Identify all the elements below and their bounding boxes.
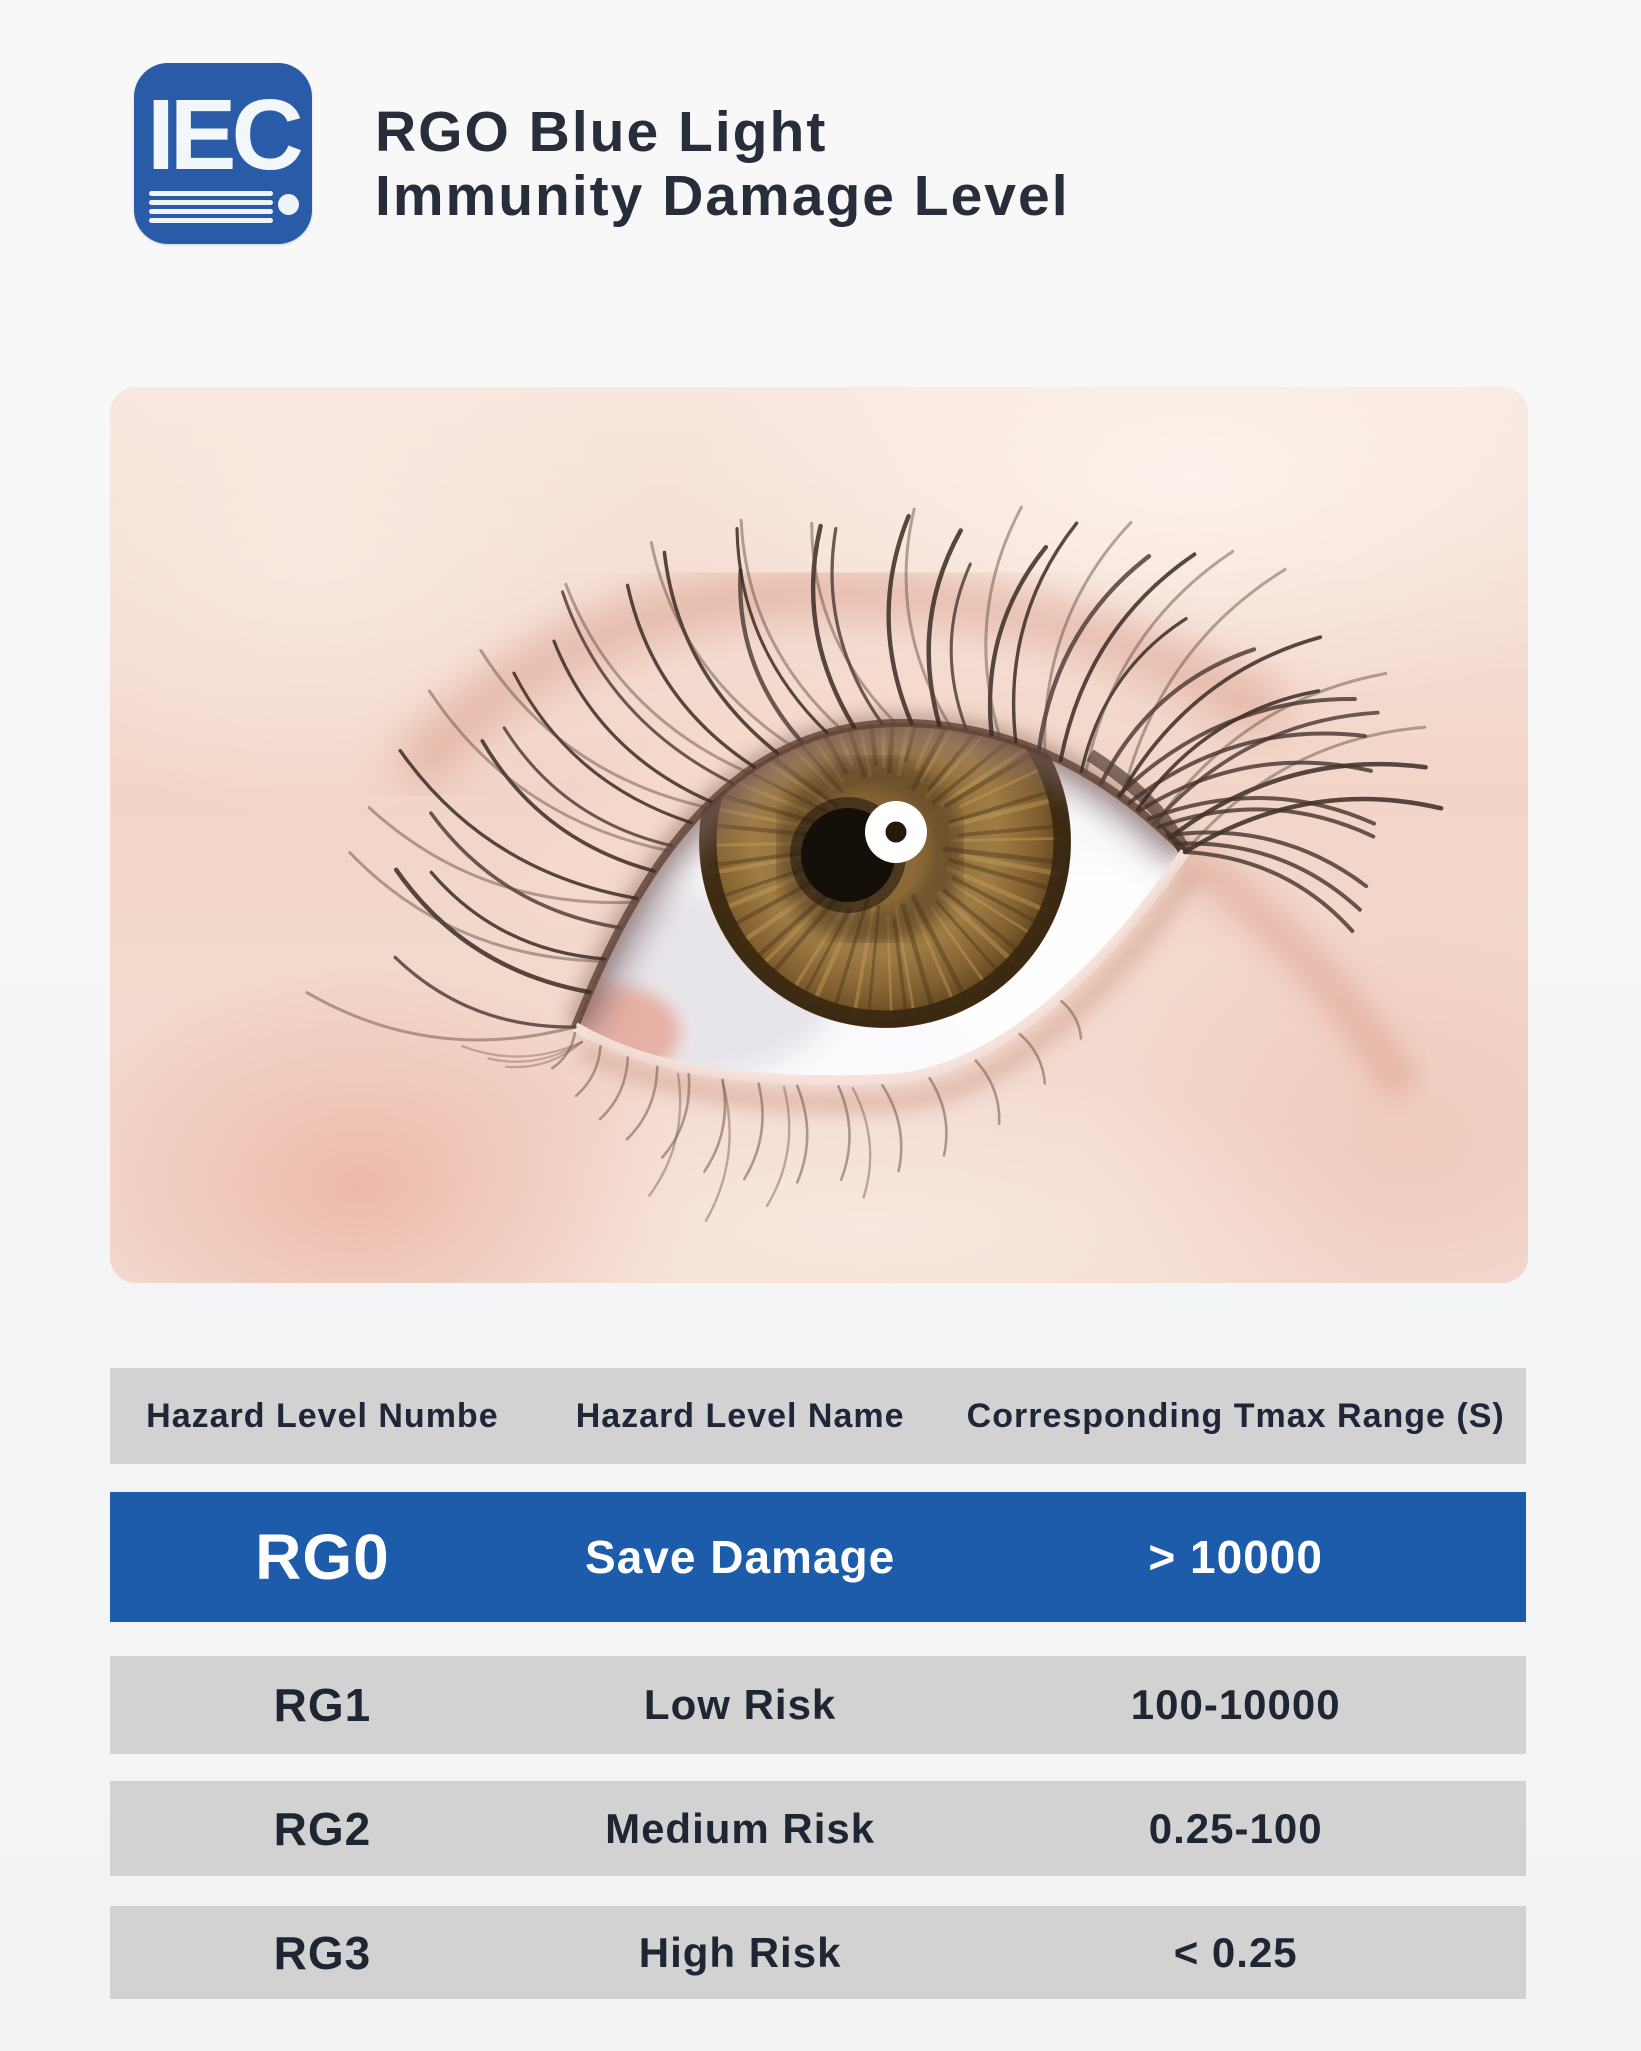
cell-rg2-number: RG2: [273, 1802, 372, 1855]
cell-rg3-number: RG3: [273, 1926, 372, 1979]
cell-rg0-number: RG0: [255, 1521, 390, 1593]
cell-rg2-range: 0.25-100: [1148, 1804, 1323, 1852]
cell-rg1-name: Low Risk: [643, 1681, 837, 1728]
cell-rg0-range: > 10000: [1148, 1531, 1323, 1583]
page-title-line2: Immunity Damage Level: [375, 164, 1070, 228]
iec-logo: [134, 63, 312, 244]
table-row-rg2: [110, 1781, 1526, 1876]
table-header-row: [110, 1368, 1526, 1464]
cell-rg3-name: High Risk: [638, 1928, 842, 1976]
cell-rg0-name: Save Damage: [585, 1531, 896, 1583]
table-row-rg1: [110, 1656, 1526, 1754]
iec-logo-text: IEC: [147, 79, 299, 191]
table-row-rg0: [110, 1492, 1526, 1622]
col-header-hazard-level-name: Hazard Level Name: [575, 1396, 905, 1435]
cell-rg2-name: Medium Risk: [605, 1804, 876, 1852]
eye-photo: [110, 387, 1528, 1283]
cell-rg1-number: RG1: [273, 1679, 372, 1731]
iec-logo-lines: [149, 191, 273, 227]
table-row-rg3: [110, 1906, 1526, 1999]
cell-rg3-range: < 0.25: [1173, 1928, 1298, 1976]
cell-rg1-range: 100-10000: [1130, 1681, 1341, 1728]
col-header-hazard-level-number: Hazard Level Numbe: [146, 1396, 499, 1435]
iec-logo-dot-icon: [278, 194, 299, 215]
page-title: [375, 100, 1070, 228]
page-title-line1: RGO Blue Light: [375, 100, 828, 164]
col-header-tmax-range: Corresponding Tmax Range (S): [966, 1396, 1505, 1435]
